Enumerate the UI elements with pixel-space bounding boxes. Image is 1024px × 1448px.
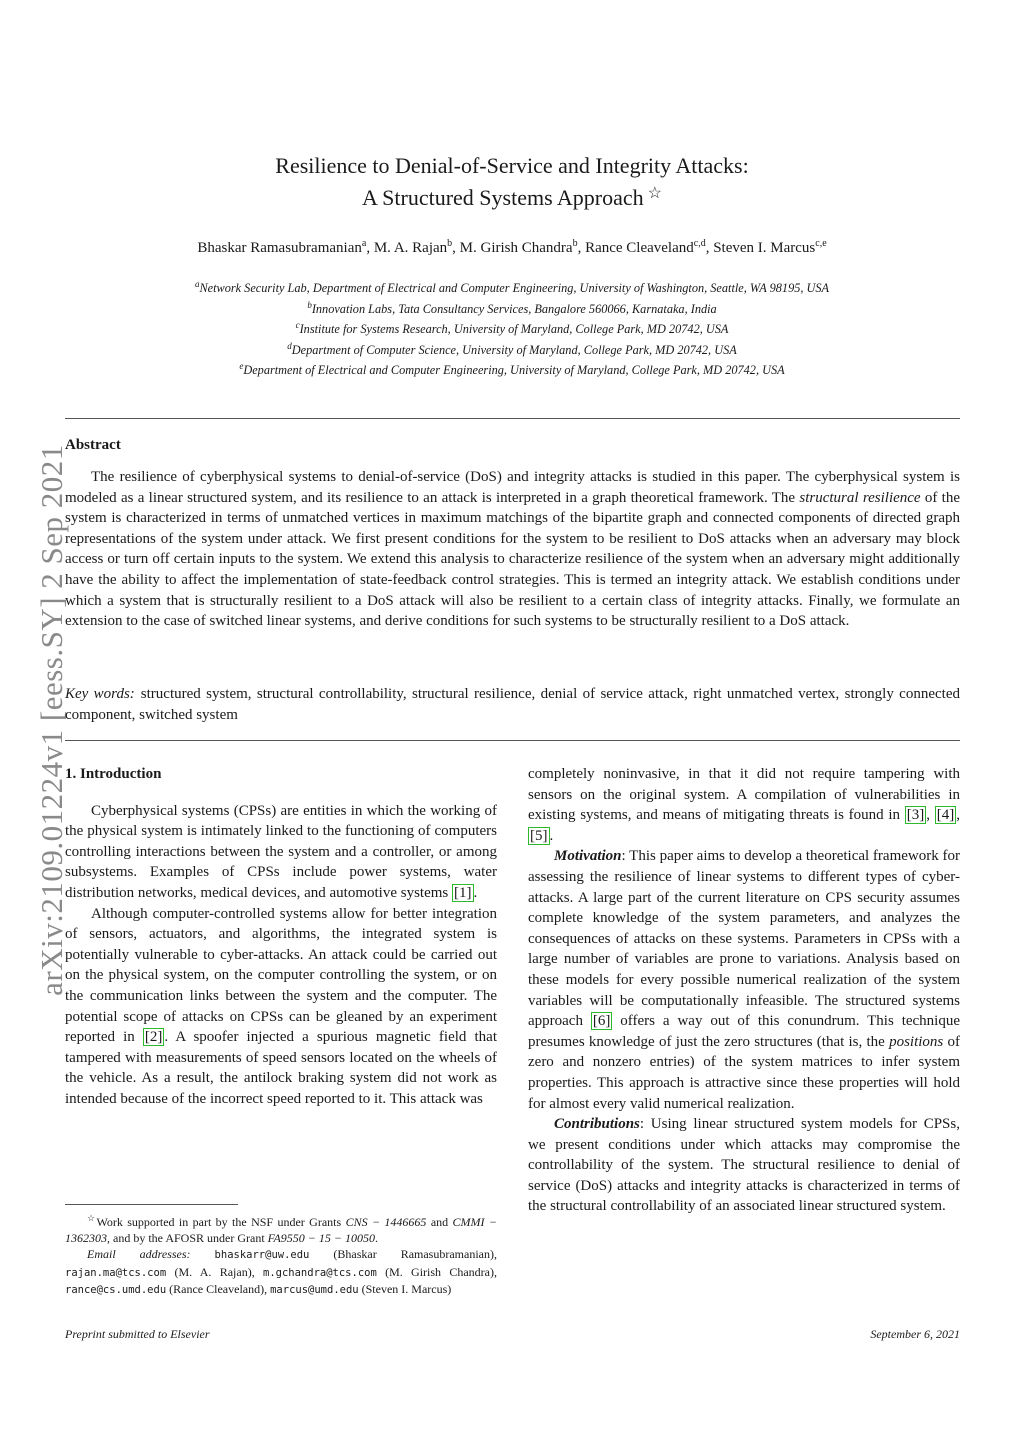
- footnote-divider: [65, 1204, 238, 1205]
- keywords: [65, 684, 960, 726]
- abstract-divider: [65, 740, 960, 741]
- title-line-1: Resilience to Denial-of-Service and Integrity Attacks:: [275, 153, 749, 178]
- email-link[interactable]: rajan.ma@tcs.com: [65, 1266, 167, 1279]
- footnote-star-icon: ☆: [87, 1213, 97, 1223]
- title-line-2: [120, 182, 904, 214]
- citation-link[interactable]: [3]: [906, 807, 925, 824]
- author: Steven I. Marcus$^{c,e}$: [713, 238, 827, 256]
- abstract-body: [65, 467, 960, 632]
- citation-link[interactable]: [2]: [144, 1029, 163, 1046]
- affiliation: $^a$Network Security Lab, Department of Electrical and Computer Engineering, University of Washington, Seattle, WA 98195, USA: [194, 279, 830, 296]
- body-paragraph: Contributions: Using linear structured system models for CPSs, we present conditions under which attacks may compromise the controllability of the system. The structural resilience to denial of service (DoS) attacks and integrity attacks is characterized in terms of the structural controllability of an associated linear structured system.: [528, 1116, 960, 1215]
- affiliation: $^b$Innovation Labs, Tata Consultancy Services, Bangalore 560066, Karnataka, India: [307, 299, 717, 316]
- preprint-date: September 6, 2021: [870, 1327, 960, 1341]
- affiliation: $^d$Department of Computer Science, University of Maryland, College Park, MD 20742, USA: [287, 340, 737, 357]
- keywords-label: Key words:: [65, 686, 135, 702]
- body-paragraph: Motivation: This paper aims to develop a theoretical framework for assessing the resilience of linear systems to different types of cyber-attacks. A large part of the current literature on CPS security assumes complete knowledge of the system parameters, and analyzes the consequences of attacks on these systems. Parameters in CPSs with a large number of variables are prone to variations. Analysis based on these models for every possible numerical realization of the system variables will be computationally infeasible. The structured systems approach [6] offers a way out of this conundrum. This technique presumes knowledge of just the zero structures (that is, the positions of zero and nonzero entries) of the system matrices to infer system properties. This approach is attractive since these properties will hold for almost every valid numerical realization.: [528, 848, 961, 1112]
- top-divider: [65, 418, 960, 419]
- author: M. A. Rajan$^b$: [373, 238, 453, 256]
- affiliation: $^e$Department of Electrical and Computer Engineering, University of Maryland, College Park, MD 20742, USA: [239, 361, 785, 378]
- title-line-2-text: A Structured Systems Approach: [361, 185, 644, 210]
- citation-link[interactable]: [1]: [454, 884, 472, 901]
- motivation-heading: Motivation: [554, 848, 622, 865]
- author: Rance Cleaveland$^{c,d}$: [585, 238, 706, 256]
- left-column: [65, 764, 497, 1110]
- paper-title: [120, 150, 904, 214]
- email-link[interactable]: bhaskarr@uw.edu: [214, 1249, 310, 1262]
- keywords-text: structured system, structural controllability, structural resilience, denial of service attack, right unmatched vertex, strongly connected component, switched system: [65, 686, 960, 723]
- email-link[interactable]: marcus@umd.edu: [270, 1283, 359, 1296]
- title-footnote-star-icon: ☆: [647, 185, 663, 202]
- affiliation-list: [60, 276, 964, 379]
- preprint-note: Preprint submitted to Elsevier: [65, 1327, 210, 1341]
- right-column: [528, 764, 960, 1217]
- citation-link[interactable]: [4]: [936, 807, 955, 824]
- section-heading: 1. Introduction: [65, 766, 162, 782]
- abstract-paragraph: The resilience of cyberphysical systems to denial-of-service (DoS) and integrity attacks is studied in this paper. The cyberphysical system is modeled as a linear structured system, and its resilience to an attack is interpreted in a graph theoretical framework. The structural resilience of the system is characterized in terms of unmatched vertices in maximum matchings of the bipartite graph and connected components of directed graph representations of the system under attack. We first present conditions for the system to be resilient to DoS attacks when an adversary may block access or turn off certain inputs to the system. We extend this analysis to characterize resilience of the system when an adversary might additionally have the ability to affect the implementation of state-feedback control strategies. This is termed an integrity attack. We establish conditions under which a system that is structurally resilient to a DoS attack will also be resilient to a certain class of integrity attacks. Finally, we formulate an extension to the case of switched linear systems, and derive conditions for such systems to be structurally resilient to a DoS attack.: [65, 469, 960, 630]
- email-addresses: Email addresses: bhaskarr@uw.edu (Bhaskar Ramasubramanian), rajan.ma@tcs.com (M. A. Rajan), m.gchandra@tcs.com (M. Girish Chandra), rance@cs.umd.edu (Rance Cleaveland), marcus@umd.edu (Steven I. Marcus): [65, 1247, 497, 1296]
- funding-note: ☆Work supported in part by the NSF under Grants CNS − 1446665 and CMMI − 1362303, and by the AFOSR under Grant FA9550 − 15 − 10050.: [65, 1213, 498, 1246]
- body-paragraph: Cyberphysical systems (CPSs) are entities in which the working of the physical system is intimately linked to the functioning of computers controlling interactions between the system and a controller, or among subsystems. Examples of CPSs include power systems, water distribution networks, medical devices, and automotive systems [1] .: [65, 802, 497, 901]
- email-link[interactable]: rance@cs.umd.edu: [65, 1283, 167, 1296]
- author: M. Girish Chandra$^b$: [459, 238, 578, 256]
- author-list: Bhaskar Ramasubramanian$^a$, M. A. Rajan$^b$, M. Girish Chandra$^b$, Rance Cleaveland$^{c,d}$, Steven I. Marcus$^{c,e}$: [197, 238, 827, 256]
- abstract-heading: Abstract: [65, 437, 121, 453]
- footnote: [65, 1210, 497, 1298]
- author: Bhaskar Ramasubramanian$^a$: [197, 238, 367, 256]
- body-paragraph: Although computer-controlled systems allow for better integration of sensors, actuators, and algorithms, the integrated system is potentially vulnerable to cyber-attacks. An attack could be carried out on the physical system, on the computer controlling the system, or on the communication links between the system and the computer. The potential scope of attacks on CPSs can be gleaned by an experiment reported in [2] . A spoofer injected a spurious magnetic field that tampered with measurements of speed sensors located on the wheels of the vehicle. As a result, the antilock braking system did not work as intended because of the incorrect speed reported to it. This attack was: [65, 905, 497, 1107]
- body-paragraph: completely noninvasive, in that it did not require tampering with sensors on the original system. A compilation of vulnerabilities in existing systems, and means of mitigating threats is found in [3] , [4] , [5] .: [528, 766, 961, 844]
- citation-link[interactable]: [6]: [592, 1013, 611, 1030]
- contributions-heading: Contributions: [554, 1116, 640, 1133]
- email-link[interactable]: m.gchandra@tcs.com: [263, 1266, 377, 1279]
- arxiv-stamp: arXiv:2109.01224v1 [eess.SY] 2 Sep 2021: [34, 444, 69, 996]
- affiliation: $^c$Institute for Systems Research, University of Maryland, College Park, MD 20742, USA: [295, 320, 729, 337]
- citation-link[interactable]: [5]: [530, 827, 548, 844]
